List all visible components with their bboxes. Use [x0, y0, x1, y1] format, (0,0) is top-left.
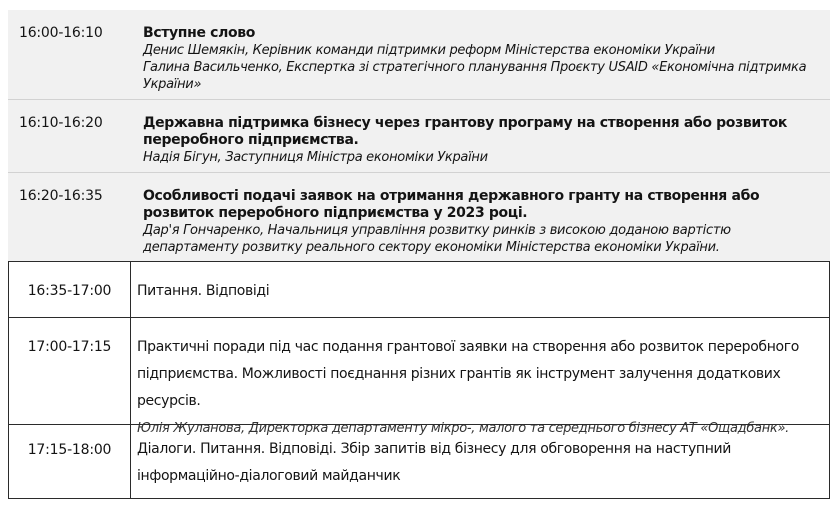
table-row — [9, 262, 829, 317]
agenda-row — [8, 10, 830, 99]
agenda-title: Діалоги. Питання. Відповіді. Збір запитів від бізнесу для обговорення на наступний інформаційно-діалоговий майданчик — [137, 441, 732, 484]
agenda-time: 16:00-16:10 — [19, 25, 103, 41]
agenda-title: Питання. Відповіді — [137, 283, 270, 299]
agenda-top-block — [8, 10, 830, 261]
agenda-content — [137, 278, 825, 305]
agenda-row — [8, 99, 830, 173]
agenda-time: 16:20-16:35 — [19, 188, 103, 204]
agenda-speaker: Надія Бігун, Заступниця Міністра економіки України — [143, 150, 488, 165]
agenda-content — [143, 25, 823, 93]
agenda-row — [8, 172, 830, 262]
agenda-title: Вступне слово — [143, 25, 256, 41]
table-row — [9, 424, 829, 499]
agenda-title: Практичні поради під час подання грантової заявки на створення або розвиток переробного підприємства. Можливості поєднання різних грантів як інструмент залучення додаткових ресурсів. — [137, 339, 799, 409]
agenda-content — [143, 115, 823, 166]
agenda-speaker: Денис Шемякін, Керівник команди підтримки реформ Міністерства економіки України — [143, 43, 715, 58]
agenda-time: 17:15-18:00 — [27, 442, 112, 458]
agenda-content — [137, 436, 825, 490]
agenda-speaker: Юлія Жуланова, Директорка департаменту мікро-, малого та середнього бізнесу АТ «Ощадбанк». — [137, 421, 790, 436]
agenda-speaker: Галина Васильченко, Експертка зі стратегічного планування Проєкту USAID «Економічна підтримка України» — [143, 60, 807, 92]
agenda-title: Державна підтримка бізнесу через грантову програму на створення або розвиток переробного підприємства. — [143, 115, 788, 148]
table-row — [9, 317, 829, 436]
agenda-title: Особливості подачі заявок на отримання державного гранту на створення або розвиток переробного підприємства у 2023 році. — [143, 188, 760, 221]
agenda-table — [8, 261, 830, 499]
agenda-content — [143, 188, 823, 256]
agenda-time: 16:35-17:00 — [27, 283, 112, 299]
agenda-speaker: Дар'я Гончаренко, Начальниця управління розвитку ринків з високою доданою вартістю департаменту розвитку реального сектору економіки Міністерства економіки України. — [143, 223, 731, 255]
agenda-time: 16:10-16:20 — [19, 115, 103, 131]
agenda-time: 17:00-17:15 — [27, 339, 112, 355]
